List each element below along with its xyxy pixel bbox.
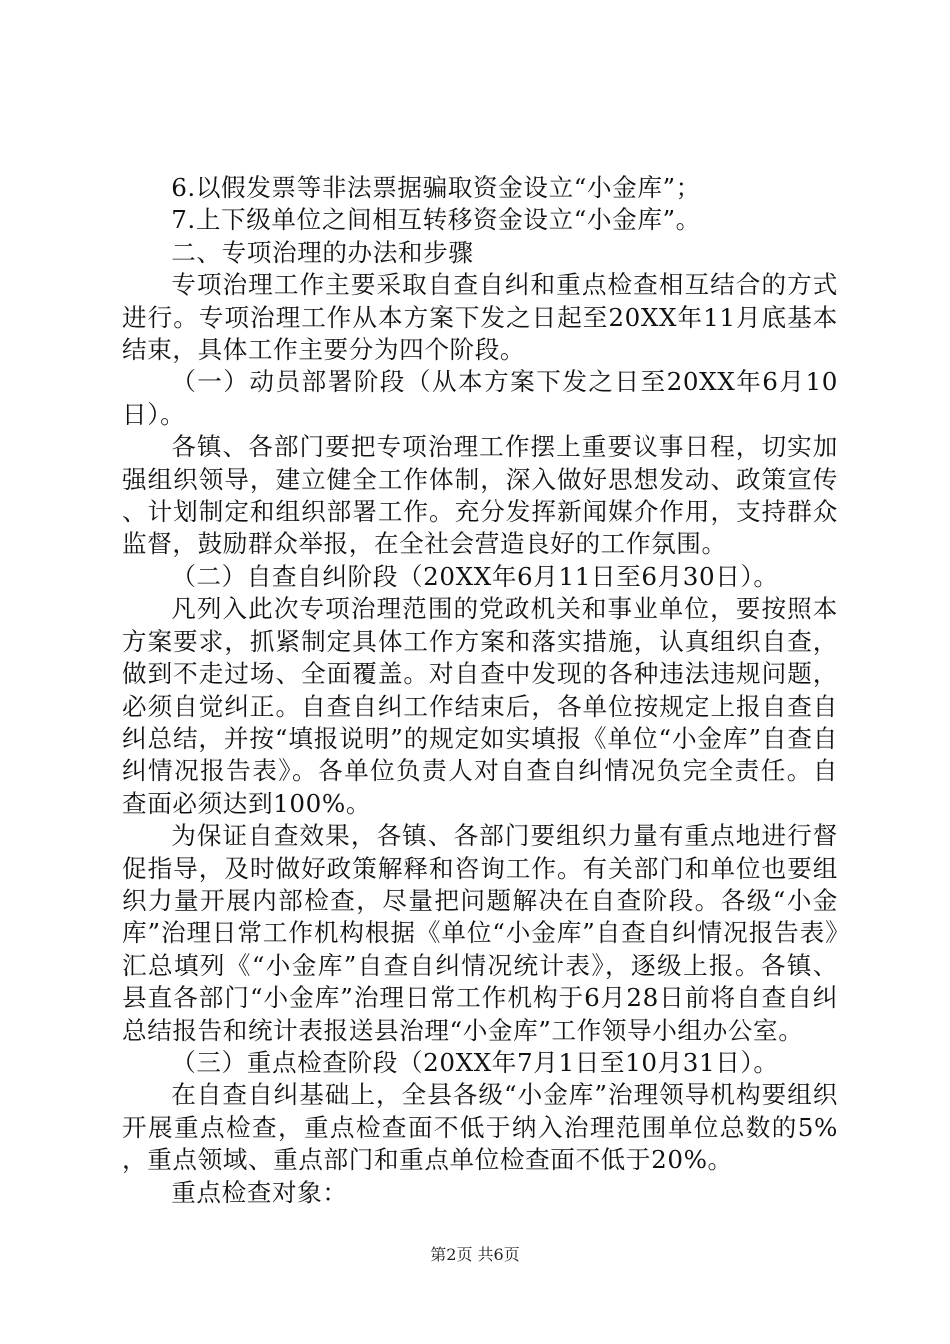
document-body	[122, 172, 838, 1209]
stage-heading-1: （一）动员部署阶段（从本方案下发之日至20XX年6月10日）。	[122, 367, 838, 429]
list-item-7: 7.上下级单位之间相互转移资金设立“小金库”。	[171, 205, 701, 235]
paragraph-key-targets: 重点检查对象：	[171, 1177, 348, 1207]
paragraph-stage-2-guidance: 为保证自查效果，各镇、各部门要组织力量有重点地进行督促指导，及时做好政策解释和咨询工作。有关部门和单位也要组织力量开展内部检查，尽量把问题解决在自查阶段。各级“小金库”治理日常工作机构根据《单位“小金库”自查自纠情况报告表》汇总填列《“小金库”自查自纠情况统计表》，逐级上报。各镇、县直各部门“小金库”治理日常工作机构于6月28日前将自查自纠总结报告和统计表报送县治理“小金库”工作领导小组办公室。	[122, 821, 838, 1045]
list-item-6: 6.以假发票等非法票据骗取资金设立“小金库”；	[171, 173, 701, 202]
section-heading: 二、专项治理的办法和步骤	[171, 237, 474, 267]
paragraph-stage-1: 各镇、各部门要把专项治理工作摆上重要议事日程，切实加强组织领导，建立健全工作体制，深入做好思想发动、政策宣传、计划制定和组织部署工作。充分发挥新闻媒介作用，支持群众监督，鼓励群众举报，在全社会营造良好的工作氛围。	[122, 432, 838, 559]
paragraph-overview: 专项治理工作主要采取自查自纠和重点检查相互结合的方式进行。专项治理工作从本方案下发之日起至20XX年11月底基本结束，具体工作主要分为四个阶段。	[122, 270, 838, 365]
page-footer: 第2页 共6页	[430, 1245, 520, 1264]
stage-heading-3: （三）重点检查阶段（20XX年7月1日至10月31日）。	[171, 1047, 779, 1077]
paragraph-stage-2: 凡列入此次专项治理范围的党政机关和事业单位，要按照本方案要求，抓紧制定具体工作方案和落实措施，认真组织自查，做到不走过场、全面覆盖。对自查中发现的各种违法违规问题，必须自觉纠正。自查自纠工作结束后，各单位按规定上报自查自纠总结，并按“填报说明”的规定如实填报《单位“小金库”自查自纠情况报告表》。各单位负责人对自查自纠情况负完全责任。自查面必须达到100%。	[122, 594, 838, 818]
paragraph-stage-3: 在自查自纠基础上，全县各级“小金库”治理领导机构要组织开展重点检查，重点检查面不低于纳入治理范围单位总数的5%，重点领域、重点部门和重点单位检查面不低于20%。	[122, 1080, 838, 1175]
stage-heading-2: （二）自查自纠阶段（20XX年6月11日至6月30日）。	[171, 561, 779, 591]
